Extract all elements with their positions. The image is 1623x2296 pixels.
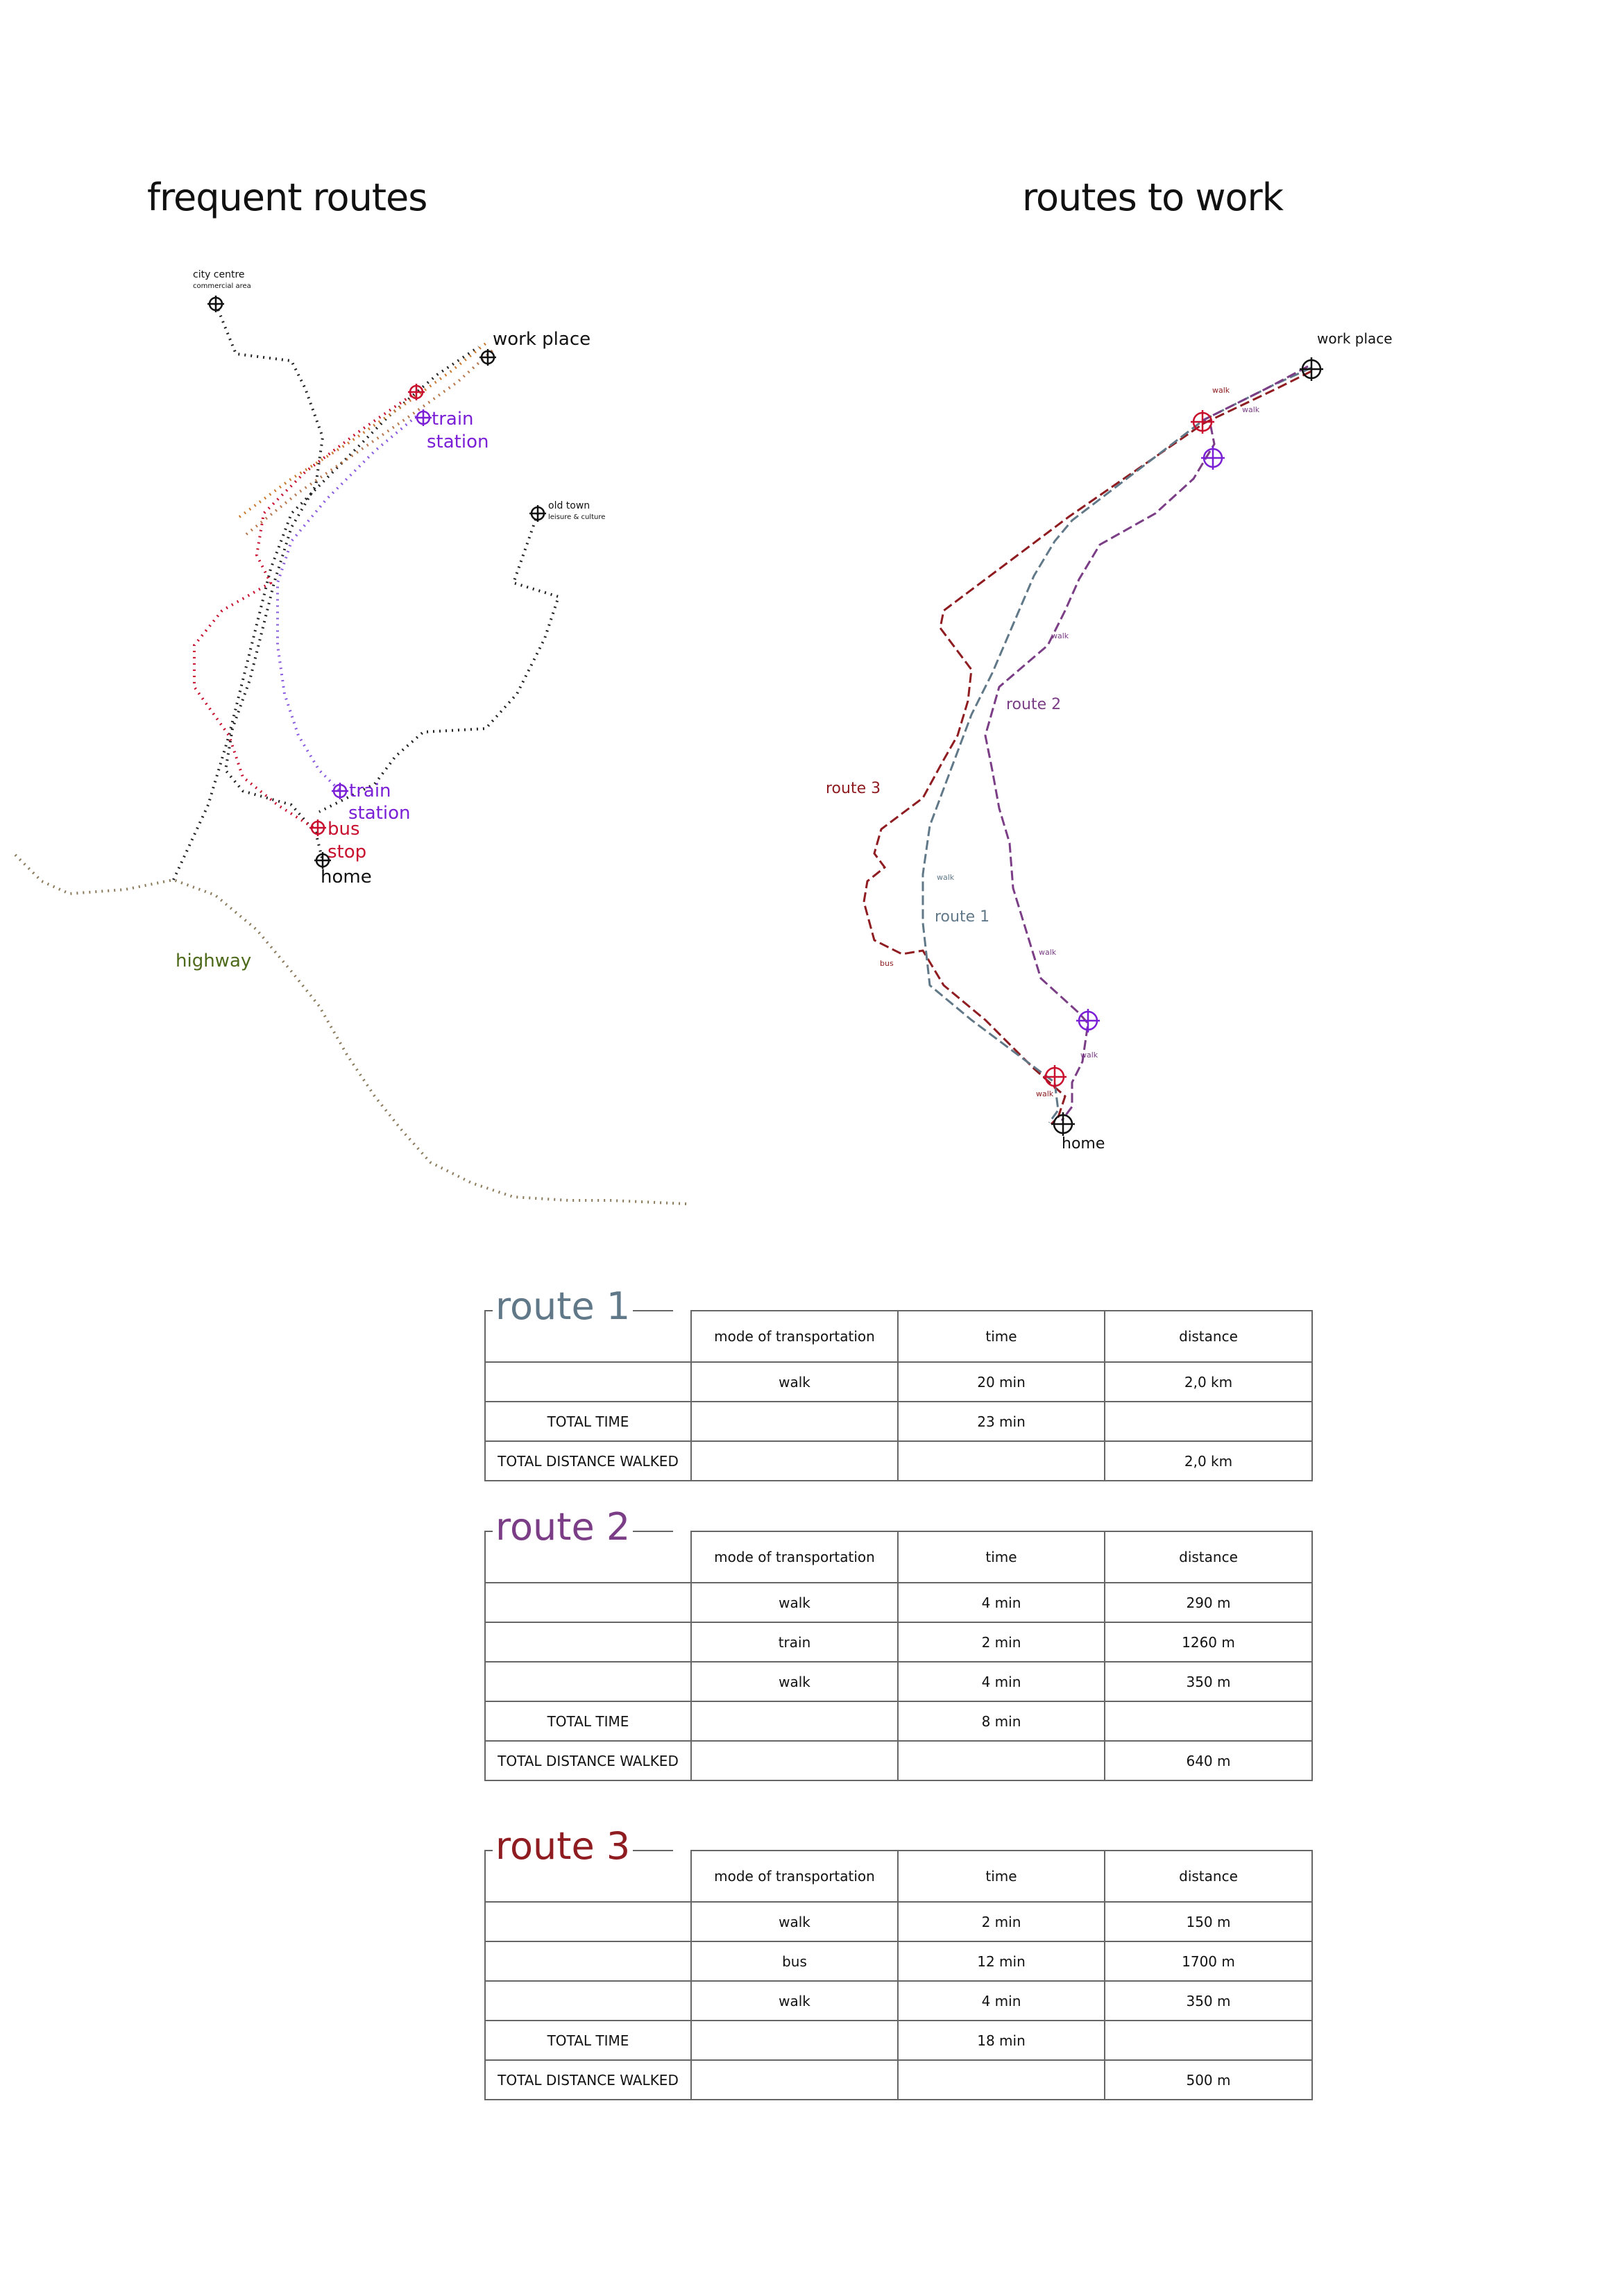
table-cell: 8 min [898,1701,1105,1741]
city-centre-label: city centre [193,269,245,280]
table-row [485,2021,1312,2060]
table-cell [898,1741,1105,1780]
table-cell: TOTAL TIME [485,1402,691,1441]
table-cell: 4 min [898,1583,1105,1622]
right-work-place-label: work place [1317,330,1393,347]
route1-table [484,1310,1313,1481]
bus-stop-label-2: stop [328,842,367,862]
route3-title: route 3 [493,1828,633,1865]
table-cell: 1700 m [1105,1941,1312,1981]
route3-map-label: route 3 [826,780,881,797]
table-cell: TOTAL DISTANCE WALKED [485,1441,691,1481]
table-row [485,1662,1312,1701]
train-station-top-label-1: train [432,409,474,430]
walk-label-top-route3: walk [1212,386,1230,395]
table-cell: TOTAL TIME [485,2021,691,2060]
table-cell: walk [691,1981,898,2021]
table-cell: walk [691,1902,898,1941]
route1-title: route 1 [493,1288,633,1325]
table-cell [898,2060,1105,2100]
table-cell: 500 m [1105,2060,1312,2100]
table-cell [691,2060,898,2100]
table-cell: walk [691,1583,898,1622]
table-row [485,1741,1312,1780]
route3-table [484,1850,1313,2100]
table-row [485,1583,1312,1622]
table-cell: 20 min [898,1362,1105,1402]
header-distance: distance [1105,1311,1312,1362]
table-row [485,1701,1312,1741]
old-town-sublabel: leisure & culture [548,513,606,521]
route1-line [923,368,1311,1123]
table-cell [1105,2021,1312,2060]
table-row [485,1941,1312,1981]
header-mode: mode of transportation [691,1311,898,1362]
table-cell: TOTAL TIME [485,1701,691,1741]
header-mode: mode of transportation [691,1851,898,1902]
table-cell [691,1741,898,1780]
table-header-row [485,1851,1312,1902]
table-cell [691,1701,898,1741]
header-mode: mode of transportation [691,1531,898,1583]
table-row [485,2060,1312,2100]
table-cell [485,1622,691,1662]
table-cell: 23 min [898,1402,1105,1441]
home-label: home [321,867,372,887]
city-centre-sublabel: commercial area [193,282,251,290]
route1-map-label: route 1 [935,908,990,926]
bus-stop-label-1: bus [328,819,360,840]
header-time: time [898,1851,1105,1902]
table-row [485,1441,1312,1481]
table-header-row [485,1531,1312,1583]
table-cell [485,1583,691,1622]
header-time: time [898,1531,1105,1583]
table-row [485,1622,1312,1662]
table-cell [485,1981,691,2021]
table-cell [898,1441,1105,1481]
table-cell: 2 min [898,1902,1105,1941]
walk-label-top-route2: walk [1242,405,1260,414]
route2-map-label: route 2 [1006,696,1062,713]
walk-label-bottom-route2: walk [1080,1051,1098,1060]
table-cell: 290 m [1105,1583,1312,1622]
train-station-bottom-label-1: train [349,781,391,801]
table-cell: walk [691,1662,898,1701]
table-cell [691,1441,898,1481]
table-cell: 4 min [898,1662,1105,1701]
table-cell: 350 m [1105,1981,1312,2021]
bus-label-route3: bus [880,959,894,968]
table-cell [1105,1402,1312,1441]
walk-label-mid-route2: walk [1051,631,1069,640]
table-cell [485,1362,691,1402]
work-place-label: work place [493,329,591,350]
table-cell: train [691,1622,898,1662]
table-cell [485,1662,691,1701]
table-cell: 640 m [1105,1741,1312,1780]
table-row [485,1981,1312,2021]
right-work-place-marker [1300,357,1323,381]
table-cell [691,2021,898,2060]
table-cell [485,1902,691,1941]
table-cell: TOTAL DISTANCE WALKED [485,1741,691,1780]
routes-to-work-heading: routes to work [1022,176,1284,219]
header-distance: distance [1105,1851,1312,1902]
walk-label-bottom-route3: walk [1036,1089,1054,1098]
route2-line [985,366,1308,1121]
right-bus-stop-bottom-marker [1043,1065,1067,1089]
table-row [485,1402,1312,1441]
table-row [485,1362,1312,1402]
frequent-routes-heading: frequent routes [147,176,427,219]
table-cell [485,1941,691,1981]
train-station-bottom-label-2: station [348,803,411,824]
walk-label-route1: walk [937,873,955,882]
table-cell: 2,0 km [1105,1441,1312,1481]
highway-label: highway [176,951,252,971]
table-cell: 1260 m [1105,1622,1312,1662]
walk-label-low-route2: walk [1039,948,1057,957]
table-cell: 350 m [1105,1662,1312,1701]
table-row [485,1902,1312,1941]
table-cell: 2 min [898,1622,1105,1662]
right-train-station-bottom-marker [1076,1009,1100,1032]
table-cell: 4 min [898,1981,1105,2021]
header-time: time [898,1311,1105,1362]
table-cell: TOTAL DISTANCE WALKED [485,2060,691,2100]
old-town-label: old town [548,500,590,511]
table-cell: 18 min [898,2021,1105,2060]
right-home-label: home [1062,1135,1105,1153]
table-cell: 2,0 km [1105,1362,1312,1402]
table-cell: 12 min [898,1941,1105,1981]
route2-table [484,1531,1313,1781]
table-cell: 150 m [1105,1902,1312,1941]
right-train-station-top-marker [1201,446,1225,470]
train-station-top-label-2: station [427,432,489,452]
route2-title: route 2 [493,1508,633,1546]
table-cell [1105,1701,1312,1741]
table-cell [691,1402,898,1441]
table-cell: walk [691,1362,898,1402]
header-distance: distance [1105,1531,1312,1583]
table-cell: bus [691,1941,898,1981]
table-header-row [485,1311,1312,1362]
